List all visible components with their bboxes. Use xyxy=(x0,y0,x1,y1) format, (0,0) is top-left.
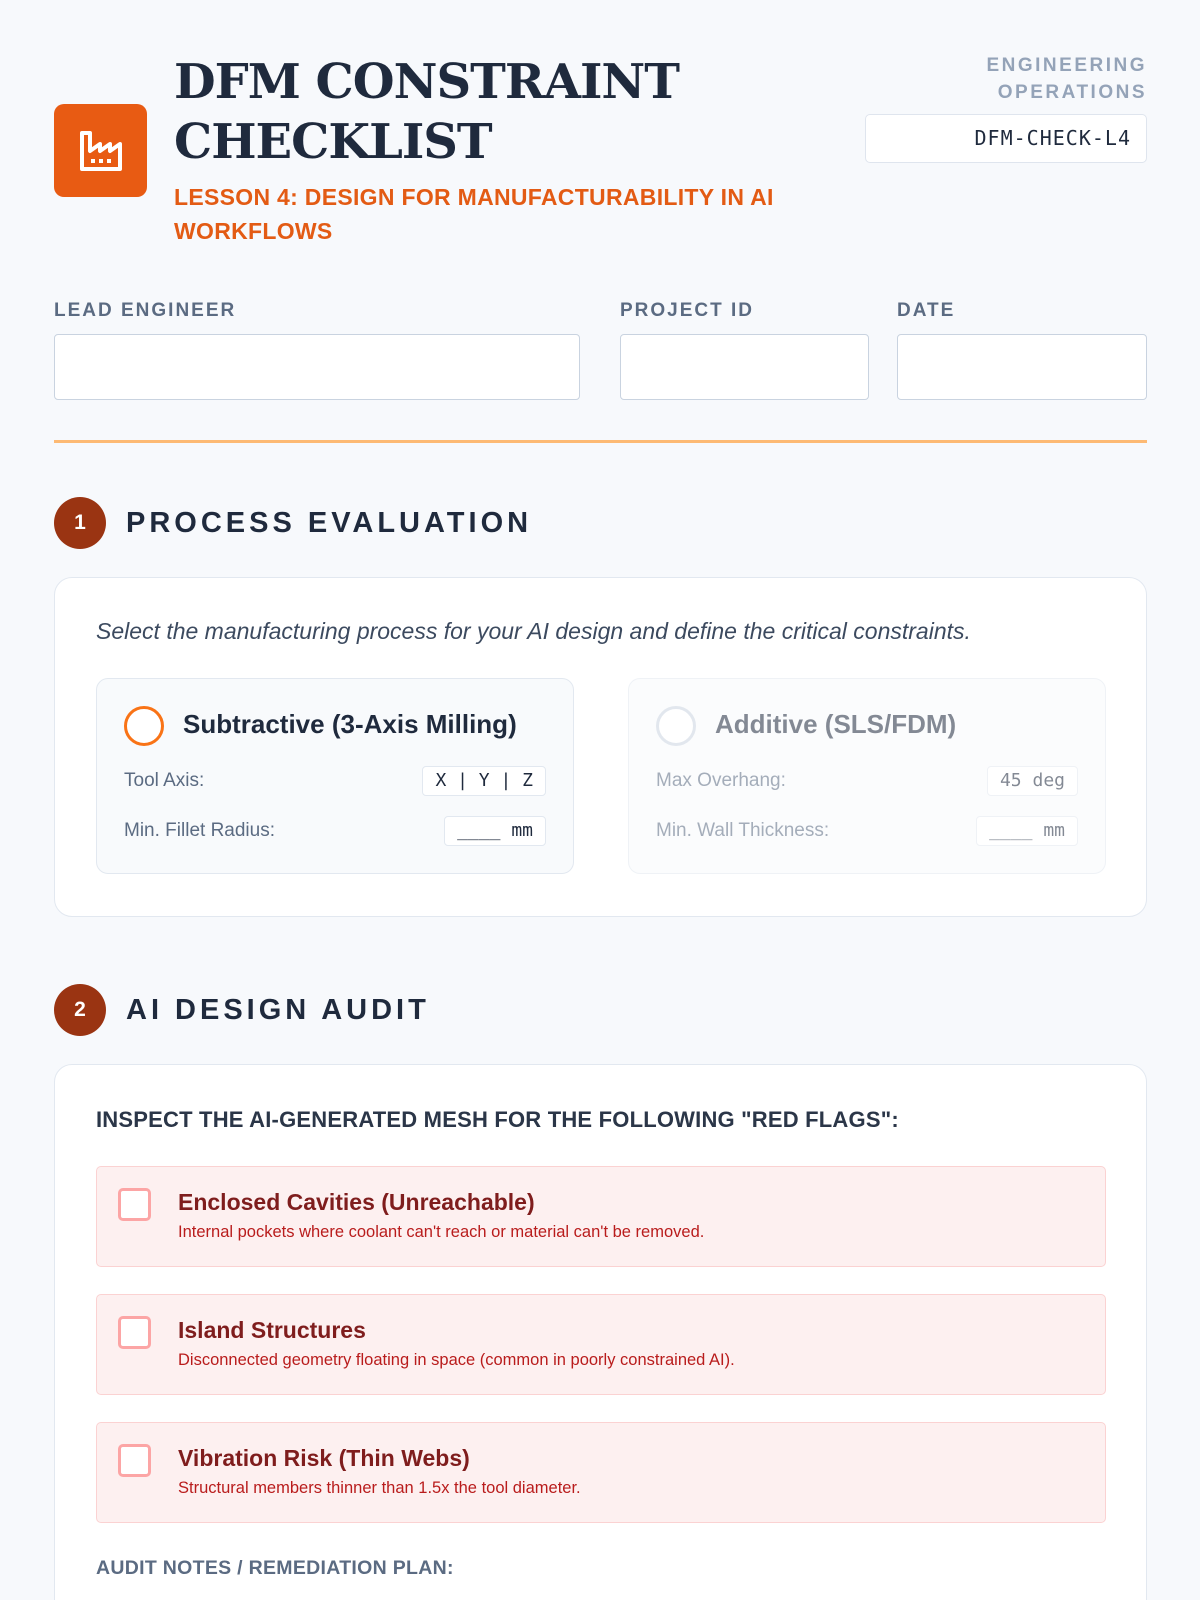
lead-engineer-label: LEAD ENGINEER xyxy=(54,300,237,321)
checklist-page xyxy=(54,0,1147,1579)
ai-design-audit-card xyxy=(54,1064,1147,1600)
process-evaluation-card xyxy=(54,577,1147,917)
process-intro: Select the manufacturing process for your AI design and define the critical constraints. xyxy=(96,618,971,644)
red-flag-item[interactable] xyxy=(96,1166,1106,1267)
subtractive-radio[interactable] xyxy=(124,706,164,746)
flag-description: Internal pockets where coolant can't reach or material can't be removed. xyxy=(178,1223,705,1241)
tool-axis-label: Tool Axis: xyxy=(124,770,205,791)
additive-radio[interactable] xyxy=(656,706,696,746)
section-1-number: 1 xyxy=(54,497,106,549)
flag-title: Island Structures xyxy=(178,1317,366,1343)
wall-thickness-label: Min. Wall Thickness: xyxy=(656,820,830,841)
audit-intro: INSPECT THE AI-GENERATED MESH FOR THE FOLLOWING "RED FLAGS": xyxy=(96,1107,899,1132)
tool-axis-row xyxy=(124,766,546,796)
red-flag-item[interactable] xyxy=(96,1294,1106,1395)
vibration-risk-checkbox[interactable] xyxy=(118,1444,151,1477)
org-line-1: ENGINEERING xyxy=(986,55,1147,76)
section-1-title: PROCESS EVALUATION xyxy=(126,506,533,539)
max-overhang-input[interactable]: 45 deg xyxy=(987,766,1078,796)
flag-description: Disconnected geometry floating in space (common in poorly constrained AI). xyxy=(178,1351,735,1369)
project-id-input[interactable] xyxy=(620,334,869,400)
header-divider xyxy=(54,440,1147,443)
page-subtitle: LESSON 4: DESIGN FOR MANUFACTURABILITY IN AI WORKFLOWS xyxy=(174,184,774,244)
document-code: DFM-CHECK-L4 xyxy=(865,114,1147,163)
section-2-title: AI DESIGN AUDIT xyxy=(126,993,430,1026)
org-name xyxy=(947,52,1147,106)
additive-title: Additive (SLS/FDM) xyxy=(715,709,957,739)
org-line-2: OPERATIONS xyxy=(997,82,1147,103)
max-overhang-row xyxy=(656,766,1078,796)
subtractive-option[interactable] xyxy=(96,678,574,874)
audit-notes-label: AUDIT NOTES / REMEDIATION PLAN: xyxy=(96,1557,454,1579)
project-id-field-group xyxy=(620,300,869,400)
header xyxy=(54,0,1147,250)
page-title: DFM CONSTRAINT CHECKLIST xyxy=(174,54,679,170)
max-overhang-label: Max Overhang: xyxy=(656,770,786,791)
flag-title: Enclosed Cavities (Unreachable) xyxy=(178,1189,535,1215)
tool-axis-value[interactable]: X | Y | Z xyxy=(422,766,546,796)
section-2-heading xyxy=(54,984,430,1036)
date-field-group xyxy=(897,300,1147,400)
section-2-number: 2 xyxy=(54,984,106,1036)
wall-thickness-row xyxy=(656,816,1078,846)
flag-description: Structural members thinner than 1.5x the tool diameter. xyxy=(178,1479,581,1497)
red-flag-item[interactable] xyxy=(96,1422,1106,1523)
lead-engineer-input[interactable] xyxy=(54,334,580,400)
island-structures-checkbox[interactable] xyxy=(118,1316,151,1349)
subtractive-title: Subtractive (3-Axis Milling) xyxy=(183,709,517,739)
fillet-radius-row xyxy=(124,816,546,846)
wall-thickness-input[interactable]: ____ mm xyxy=(976,816,1078,846)
date-input[interactable] xyxy=(897,334,1147,400)
section-1-heading xyxy=(54,497,532,549)
additive-option[interactable] xyxy=(628,678,1106,874)
date-label: DATE xyxy=(897,300,956,321)
lead-engineer-field-group xyxy=(54,300,580,400)
factory-icon xyxy=(54,104,147,197)
fillet-radius-label: Min. Fillet Radius: xyxy=(124,820,275,841)
flag-title: Vibration Risk (Thin Webs) xyxy=(178,1445,470,1471)
enclosed-cavities-checkbox[interactable] xyxy=(118,1188,151,1221)
project-id-label: PROJECT ID xyxy=(620,300,755,321)
info-fields xyxy=(54,300,1147,400)
fillet-radius-input[interactable]: ____ mm xyxy=(444,816,546,846)
